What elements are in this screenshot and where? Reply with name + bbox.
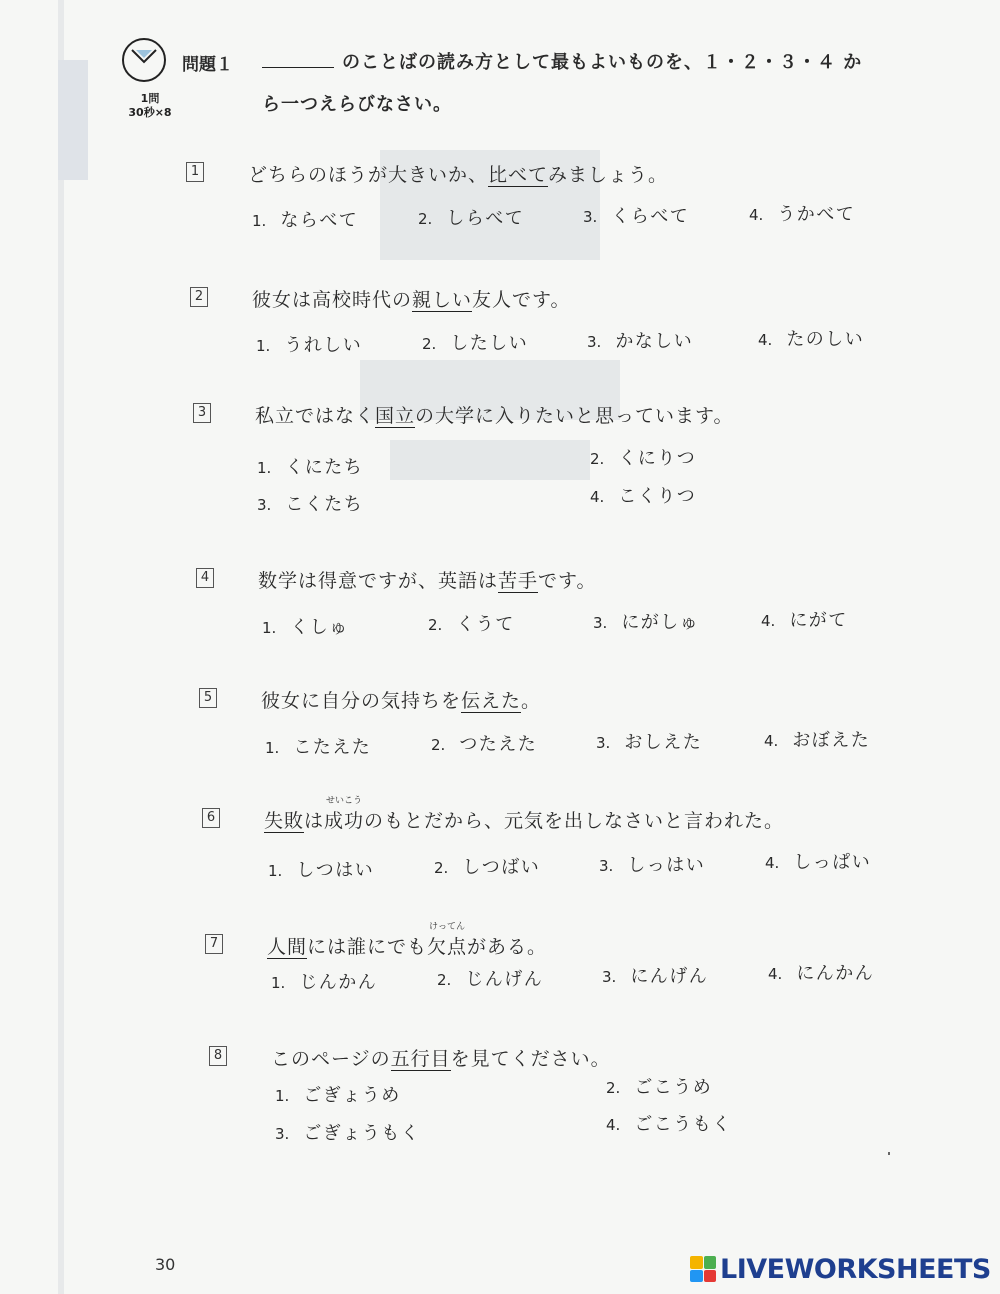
option-3[interactable]: 3. ごぎょうもく: [275, 1123, 421, 1144]
instruction-line-2: ら一つえらびなさい。: [262, 94, 452, 115]
option-3[interactable]: 3. にがしゅ: [593, 612, 700, 633]
liveworksheets-logo[interactable]: [690, 1253, 991, 1285]
option-2[interactable]: 2. つたえた: [431, 734, 538, 755]
target-word: 親しい: [412, 289, 473, 311]
logo-icon: [690, 1256, 716, 1282]
question-number: 3: [193, 403, 211, 423]
question-set-label: 問題１: [182, 55, 233, 75]
side-tab: [58, 60, 88, 180]
option-4[interactable]: 4. にがて: [761, 610, 848, 631]
option-4[interactable]: 4. しっぱい: [765, 852, 872, 873]
option-3[interactable]: 3. おしえた: [596, 732, 703, 753]
option-2[interactable]: 2. しらべて: [418, 208, 525, 229]
option-3[interactable]: 3. くらべて: [583, 206, 690, 227]
question-number: 1: [186, 162, 204, 182]
option-3[interactable]: 3. にんげん: [602, 966, 709, 987]
ruby-word: けってん 欠点: [427, 932, 467, 959]
option-1[interactable]: 1. じんかん: [271, 972, 378, 993]
option-2[interactable]: 2. ごこうめ: [606, 1077, 713, 1098]
option-1[interactable]: 1. くしゅ: [262, 617, 349, 638]
question-sentence: 数学は得意ですが、英語は苦手です。: [258, 570, 597, 592]
question-number: 6: [202, 808, 220, 828]
question-sentence: 私立ではなく国立の大学に入りたいと思っています。: [255, 405, 734, 427]
target-word: 人間: [267, 936, 308, 958]
time-allowance: 1問 30秒×8: [128, 92, 172, 119]
question-sentence: どちらのほうが大きいか、比べてみましょう。: [248, 164, 669, 186]
question-number: 2: [190, 287, 208, 307]
question-number: 8: [209, 1046, 227, 1066]
logo-square: [690, 1256, 703, 1269]
option-2[interactable]: 2. くうて: [428, 614, 515, 635]
target-word: 伝えた: [461, 690, 522, 712]
option-4[interactable]: 4. うかべて: [749, 204, 856, 225]
page-number: 30: [155, 1255, 176, 1274]
logo-square: [704, 1270, 717, 1283]
logo-square: [704, 1256, 717, 1269]
timer-icon: [122, 38, 166, 82]
option-1[interactable]: 1. うれしい: [256, 335, 363, 356]
furigana: せいこう: [326, 796, 363, 806]
option-3[interactable]: 3. しっはい: [599, 855, 706, 876]
target-word: 苦手: [498, 570, 539, 592]
option-1[interactable]: 1. こたえた: [265, 737, 372, 758]
question-number: 5: [199, 688, 217, 708]
question-number: 7: [205, 934, 223, 954]
option-2[interactable]: 2. じんげん: [437, 969, 544, 990]
logo-text: LIVEWORKSHEETS: [720, 1253, 991, 1285]
furigana: けってん: [429, 922, 466, 932]
option-4[interactable]: 4. おぼえた: [764, 730, 871, 751]
logo-square: [690, 1270, 703, 1283]
question-sentence: 彼女に自分の気持ちを伝えた。: [261, 690, 542, 712]
option-1[interactable]: 1. ごぎょうめ: [275, 1085, 401, 1106]
option-1[interactable]: 1. しつはい: [268, 860, 375, 881]
instruction-line-1: のことばの読み方として最もよいものを、１・２・３・４ か: [262, 48, 1000, 74]
target-word: 国立: [375, 405, 416, 427]
option-1[interactable]: 1. くにたち: [257, 457, 364, 478]
ruby-word: せいこう 成功: [324, 806, 364, 833]
option-2[interactable]: 2. くにりつ: [590, 448, 697, 469]
option-2[interactable]: 2. したしい: [422, 333, 529, 354]
question-sentence: 失敗は せいこう 成功のもとだから、元気を出しなさいと言われた。: [264, 806, 784, 833]
target-word: 五行目: [390, 1048, 451, 1070]
question-number: 4: [196, 568, 214, 588]
question-sentence: このページの五行目を見てください。: [271, 1048, 611, 1070]
instruction-header: [120, 34, 920, 134]
option-2[interactable]: 2. しつばい: [434, 857, 541, 878]
option-4[interactable]: 4. たのしい: [758, 329, 865, 350]
scan-speck: [888, 1152, 890, 1155]
option-4[interactable]: 4. にんかん: [768, 963, 875, 984]
option-3[interactable]: 3. かなしい: [587, 331, 694, 352]
option-4[interactable]: 4. こくりつ: [590, 486, 697, 507]
target-word: 比べて: [488, 164, 549, 186]
option-3[interactable]: 3. こくたち: [257, 494, 364, 515]
page-edge: [58, 0, 64, 1294]
blank-line: [262, 51, 334, 68]
option-1[interactable]: 1. ならべて: [252, 210, 359, 231]
question-sentence: 人間には誰にでも けってん 欠点がある。: [267, 932, 547, 959]
question-sentence: 彼女は高校時代の親しい友人です。: [252, 289, 571, 311]
target-word: 失敗: [264, 810, 305, 832]
option-4[interactable]: 4. ごこうもく: [606, 1114, 732, 1135]
